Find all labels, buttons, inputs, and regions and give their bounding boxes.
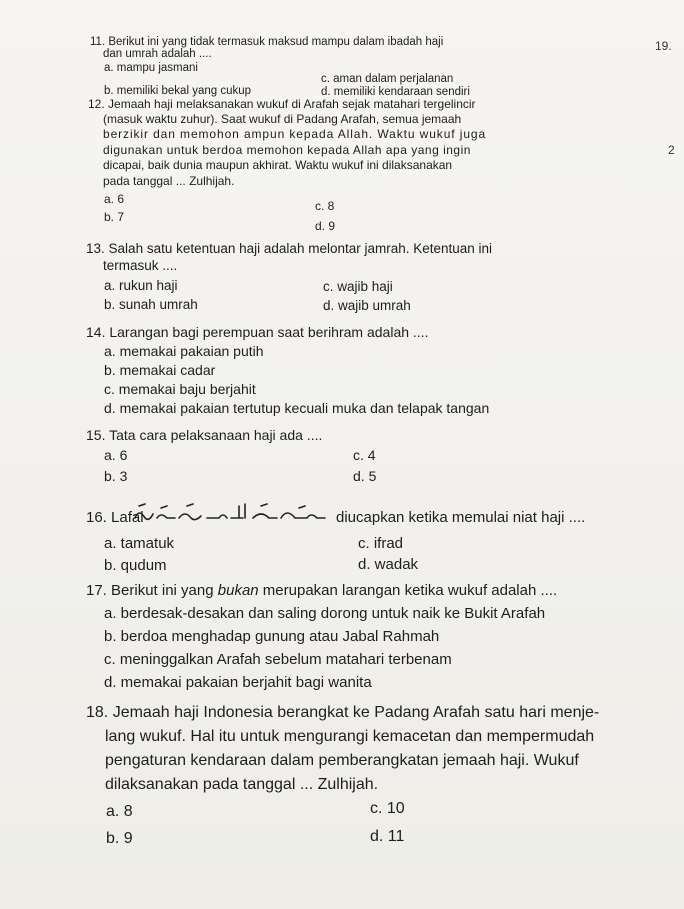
question-line: pada tanggal ... Zulhijah.	[103, 174, 235, 188]
question-text-emphasis: bukan	[217, 582, 259, 599]
question-number: 11.	[90, 36, 106, 48]
option-c: c. meninggalkan Arafah sebelum matahari terbenam	[104, 651, 452, 668]
option-b: b. 3	[104, 468, 128, 484]
question-line: termasuk ....	[103, 258, 178, 273]
question-line: berzikir dan memohon ampun kepada Allah. Waktu wukuf juga	[103, 127, 487, 141]
question-number: 14.	[86, 324, 106, 340]
option-b: b. qudum	[104, 557, 167, 574]
question-line	[90, 36, 443, 48]
question-tail: diucapkan ketika memulai niat haji ....	[336, 509, 586, 526]
option-d: d. 9	[315, 219, 336, 233]
option-a: a. 6	[104, 447, 128, 463]
option-b: b. memakai cadar	[104, 362, 216, 378]
question-number: 12.	[88, 97, 105, 111]
question-line: dan umrah adalah ....	[103, 48, 212, 60]
margin-number-top: 19.	[655, 39, 672, 53]
question-number: 15.	[86, 427, 106, 443]
question-number: 17.	[86, 582, 107, 599]
margin-number-side: 2	[668, 143, 675, 157]
question-line: dilaksanakan pada tanggal ... Zulhijah.	[105, 776, 379, 793]
option-c: c. 10	[370, 800, 405, 817]
option-a: a. berdesak-desakan dan saling dorong untuk naik ke Bukit Arafah	[104, 605, 546, 622]
option-b: b. 7	[104, 210, 125, 224]
option-d: d. wadak	[358, 556, 419, 573]
option-a: a. memakai pakaian putih	[104, 343, 264, 359]
option-a: a. mampu jasmani	[104, 62, 198, 74]
arabic-phrase	[131, 500, 329, 526]
question-number: 13.	[86, 241, 105, 256]
option-b: b. memiliki bekal yang cukup	[104, 85, 252, 97]
arabic-calligraphy-icon	[131, 500, 329, 526]
question-text-pre: Berikut ini yang	[111, 582, 218, 599]
question-line: lang wukuf. Hal itu untuk mengurangi kemacetan dan mempermudah	[105, 728, 595, 745]
option-c: c. 4	[353, 447, 376, 463]
option-b: b. sunah umrah	[104, 297, 198, 312]
question-line	[88, 98, 476, 111]
option-c: c. aman dalam perjalanan	[321, 73, 454, 85]
question-lead: Lafal	[111, 509, 144, 526]
question-line: digunakan untuk berdoa memohon kepada Allah apa yang ingin	[103, 143, 471, 157]
question-text: Jemaah haji Indonesia berangkat ke Padang Arafah satu hari menje-	[112, 704, 600, 721]
question-text-post: merupakan larangan ketika wukuf adalah ....	[258, 582, 558, 599]
option-c: c. memakai baju berjahit	[104, 381, 256, 397]
question-number: 16.	[86, 509, 107, 526]
option-b: b. 9	[106, 830, 133, 847]
option-d: d. memakai pakaian tertutup kecuali muka dan telapak tangan	[104, 400, 490, 416]
option-d: d. wajib umrah	[323, 298, 411, 313]
question-line	[86, 427, 322, 443]
option-d: d. 5	[353, 468, 377, 484]
question-text: Larangan bagi perempuan saat berihram adalah ....	[109, 324, 429, 340]
option-a: a. 8	[106, 803, 133, 820]
question-line: (masuk waktu zuhur). Saat wukuf di Padang Arafah, semua jemaah	[103, 112, 462, 126]
question-text: Salah satu ketentuan haji adalah melontar jamrah. Ketentuan ini	[108, 241, 493, 256]
question-text: Berikut ini yang tidak termasuk maksud mampu dalam ibadah haji	[108, 36, 444, 48]
question-line	[86, 582, 557, 599]
question-line: pengaturan kendaraan dalam pemberangkatan jemaah haji. Wukuf	[105, 752, 579, 769]
question-number: 18.	[86, 704, 109, 721]
option-c: c. ifrad	[358, 535, 404, 552]
option-a: a. rukun haji	[104, 278, 178, 293]
question-line	[86, 241, 492, 256]
question-text: Jemaah haji melaksanakan wukuf di Arafah sejak matahari tergelincir	[108, 97, 476, 111]
question-text: Tata cara pelaksanaan haji ada ....	[109, 427, 323, 443]
option-c: c. 8	[315, 199, 335, 213]
option-a: a. tamatuk	[104, 535, 175, 552]
question-line	[86, 324, 428, 340]
option-d: d. memakai pakaian berjahit bagi wanita	[104, 674, 372, 691]
question-line: dicapai, baik dunia maupun akhirat. Waktu wukuf ini dilaksanakan	[103, 158, 453, 172]
option-d: d. memiliki kendaraan sendiri	[321, 86, 470, 98]
option-d: d. 11	[370, 828, 405, 845]
question-line	[86, 704, 599, 722]
option-c: c. wajib haji	[323, 279, 393, 294]
option-b: b. berdoa menghadap gunung atau Jabal Rahmah	[104, 628, 440, 645]
option-a: a. 6	[104, 192, 125, 206]
